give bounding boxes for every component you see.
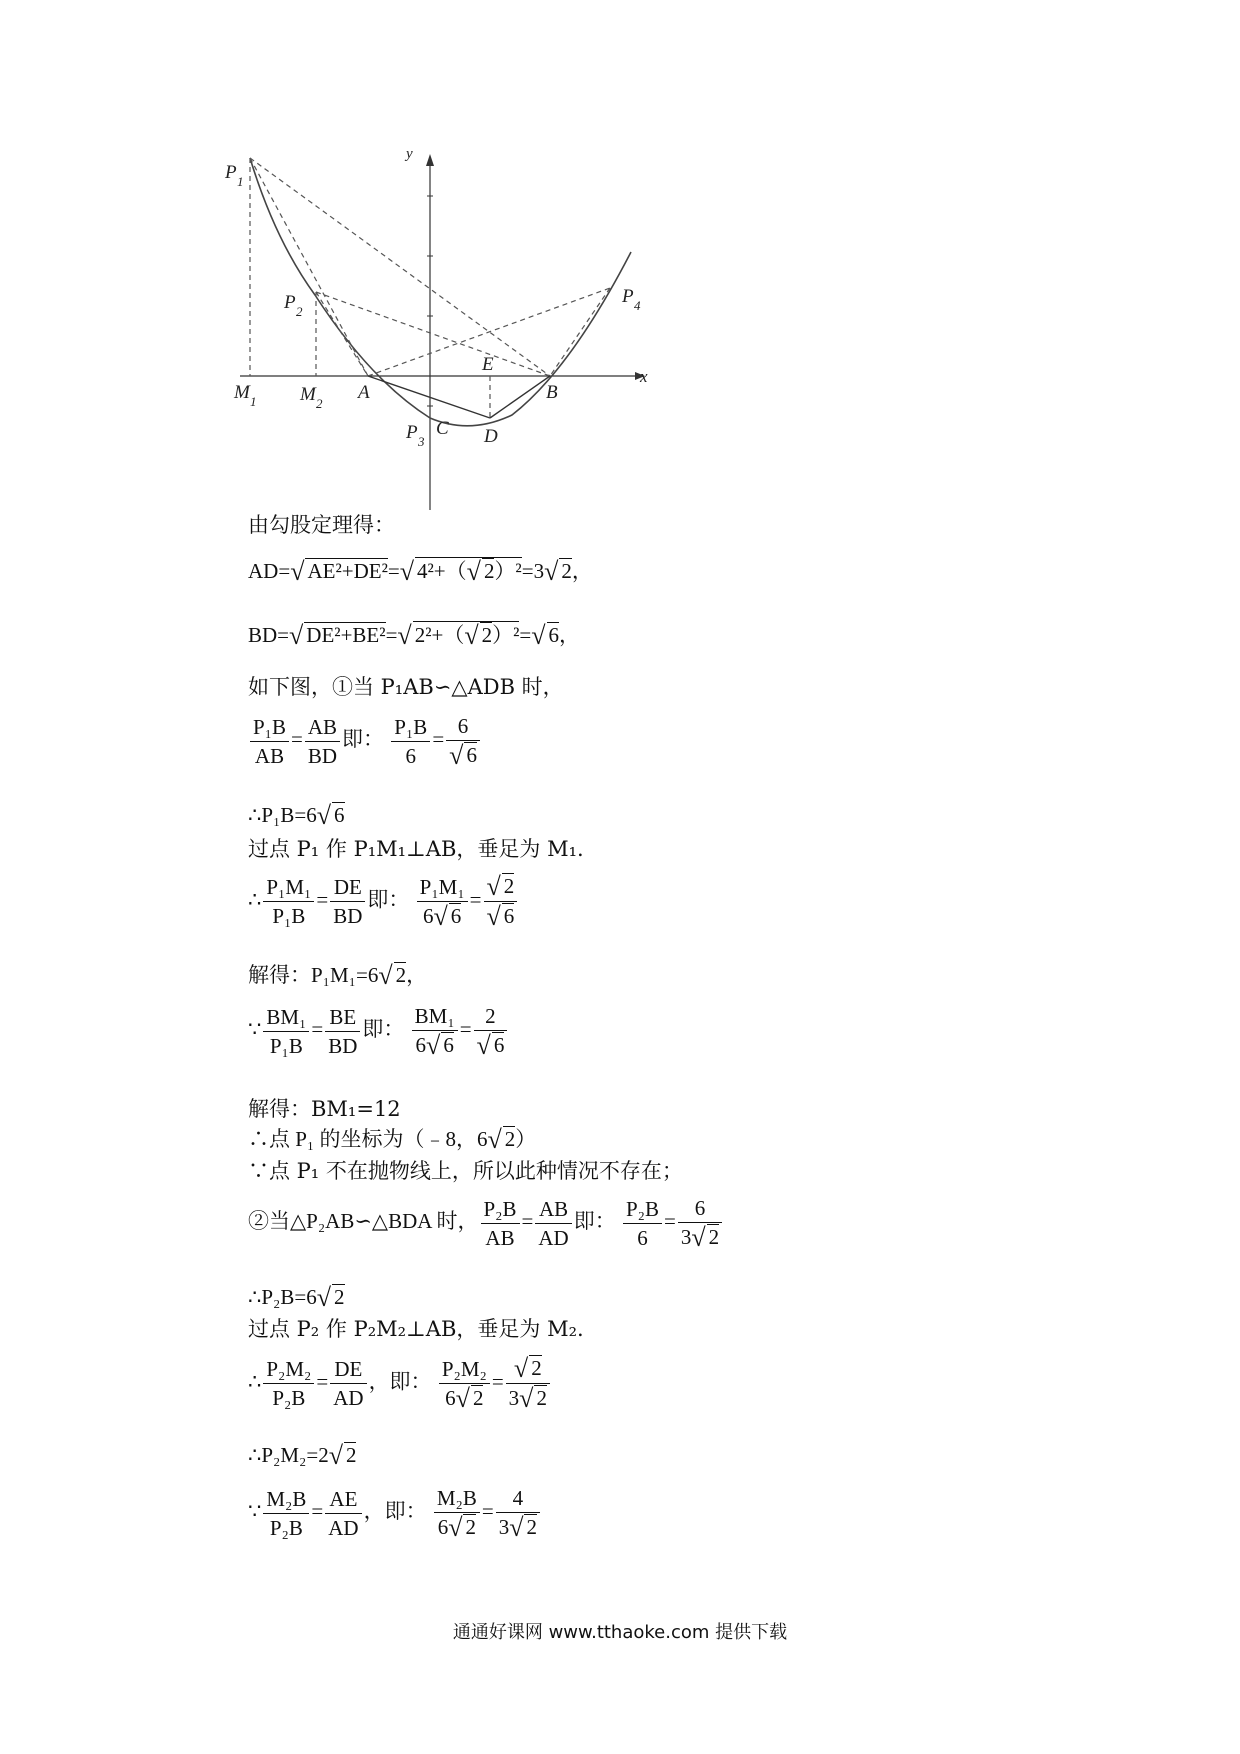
text-line-8: 解得：BM₁=12 xyxy=(248,1097,401,1121)
text-line-1: 由勾股定理得： xyxy=(248,513,395,537)
label-m1-sub: 1 xyxy=(250,394,257,409)
p1-a-line xyxy=(250,158,368,376)
label-p2-sub: 2 xyxy=(296,304,303,319)
label-b: B xyxy=(546,382,558,403)
label-p4-sub: 4 xyxy=(634,298,641,313)
label-e: E xyxy=(482,354,494,375)
text-line-4: 如下图，①当 P₁AB∽△ADB 时， xyxy=(248,675,564,699)
text-line-7: 解得：P₁M₁=6√ 2， xyxy=(248,961,428,990)
formula-6: ∵ $\frac{\text{M₂B}}{\text{P₂B}}$ = $\frac{AE}{AD}$ ，即： $\frac{\text{M₂B}}{6√ 2}$ = $\frac{4}{3√ 2}$ xyxy=(248,1484,542,1542)
formula-4: ②当△P₂AB∽△BDA 时， $\frac{\text{P₂B}}{AB}$ = $\frac{AB}{AD}$ 即： $\frac{\text{P₂B}}{6}$ = $\frac{6}{3√ 2}$ xyxy=(248,1194,724,1252)
formula-5: ∴ $\frac{\text{P₂M₂}}{\text{P₂B}}$ = $\frac{DE}{AD}$ ，即： $\frac{\text{P₂M₂}}{6√ 2}$ = $\frac{√ 2}{3√ 2}$ xyxy=(248,1354,552,1413)
label-y: y xyxy=(406,146,413,162)
ad-equation: AD=√ AE²+DE²=√ 4²+（√ 2）²=3√ 2， xyxy=(248,557,593,586)
label-p2: P xyxy=(284,292,296,313)
p2-b-line xyxy=(316,292,550,376)
text-line-9: ∴点 P₁ 的坐标为（﹣8，6√ 2） xyxy=(248,1125,537,1154)
label-p4: P xyxy=(622,286,634,307)
formula-2: ∴ $\frac{\text{P₁M₁}}{\text{P₁B}}$ = $\frac{DE}{BD}$ 即： $\frac{\text{P₁M₁}}{6√ 6}$ = $\frac{√ 2}{√ 6}$ xyxy=(248,872,519,931)
label-m2-sub: 2 xyxy=(316,396,323,411)
label-m2: M xyxy=(300,384,316,405)
formula-1: $\frac{\text{P₁B}}{AB}$ = $\frac{AB}{BD}$ 即： $\frac{\text{P₁B}}{6}$ = $\frac{6}{√ 6}$ xyxy=(248,712,482,770)
formula-3: ∵ $\frac{\text{BM₁}}{\text{P₁B}}$ = $\frac{BE}{BD}$ 即： $\frac{\text{BM₁}}{6√ 6}$ = $\frac{2}{√ 6}$ xyxy=(248,1002,509,1060)
y-axis-arrow xyxy=(426,154,434,166)
p2-a-line xyxy=(316,292,368,376)
a-d-line xyxy=(368,376,490,418)
text-line-5: ∴P₁B=6√ 6 xyxy=(248,801,345,830)
footer-text: 通通好课网 www.tthaoke.com 提供下载 xyxy=(452,1622,788,1643)
bd-equation: BD=√ DE²+BE²=√ 2²+（√ 2）²=√ 6， xyxy=(248,621,581,650)
parabola-figure xyxy=(225,146,740,510)
label-c: C xyxy=(436,418,449,439)
label-p1-sub: 1 xyxy=(237,174,244,189)
label-a: A xyxy=(358,382,370,403)
d-b-line xyxy=(490,376,550,418)
label-p1: P xyxy=(225,162,237,183)
text-line-10: ∵点 P₁ 不在抛物线上，所以此种情况不存在； xyxy=(248,1159,683,1183)
text-line-13: ∴P₂M₂=2√ 2 xyxy=(248,1441,357,1470)
label-m1: M xyxy=(234,382,250,403)
text-line-12: 过点 P₂ 作 P₂M₂⊥AB，垂足为 M₂. xyxy=(248,1317,584,1341)
p1-b-line xyxy=(250,158,550,376)
text-line-11: ∴P₂B=6√ 2 xyxy=(248,1283,345,1312)
text-line-6: 过点 P₁ 作 P₁M₁⊥AB，垂足为 M₁. xyxy=(248,837,584,861)
label-p3-sub: 3 xyxy=(418,434,425,449)
p4-b-line xyxy=(550,288,610,376)
label-d: D xyxy=(484,426,498,447)
label-p3: P xyxy=(406,422,418,443)
label-x: x xyxy=(640,367,648,386)
